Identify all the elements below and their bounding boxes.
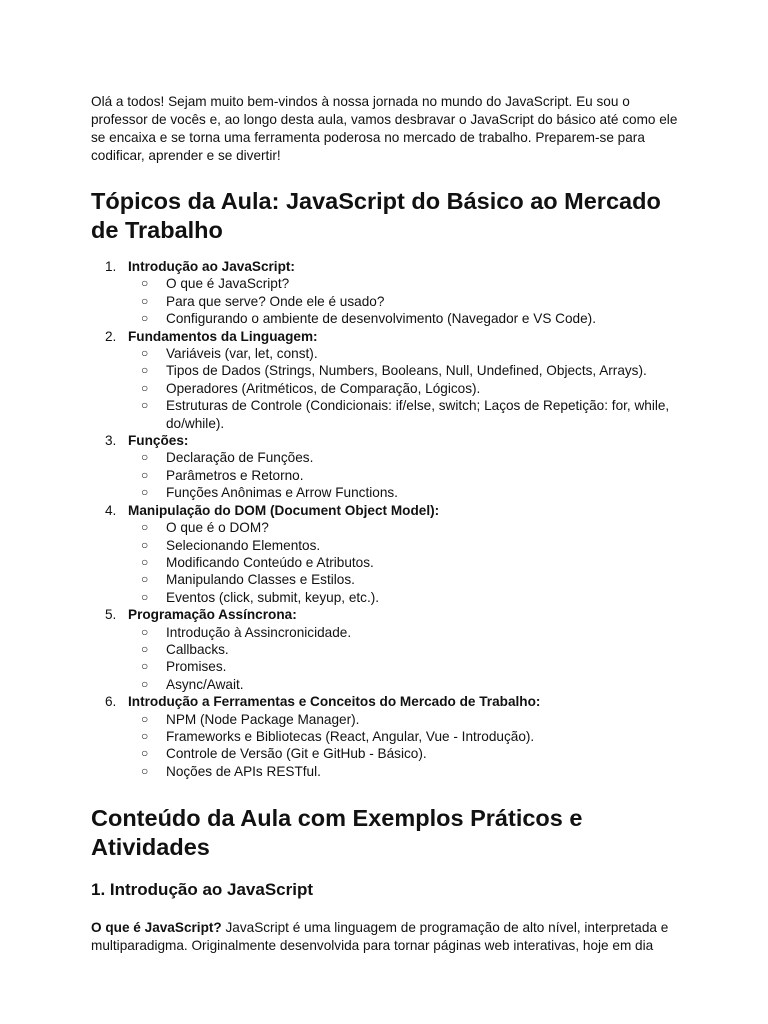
subtopic-item bbox=[128, 519, 688, 536]
subtopic-item bbox=[128, 484, 688, 501]
hollow-circle-bullet-icon: ○ bbox=[141, 728, 149, 743]
subtopic-item bbox=[128, 571, 688, 588]
hollow-circle-bullet-icon: ○ bbox=[141, 276, 149, 291]
subtopic-text: NPM (Node Package Manager). bbox=[166, 711, 360, 727]
hollow-circle-bullet-icon: ○ bbox=[141, 293, 149, 308]
topic-title: Programação Assíncrona: bbox=[128, 607, 297, 623]
subtopic-item bbox=[128, 449, 688, 466]
hollow-circle-bullet-icon: ○ bbox=[141, 554, 149, 569]
intro-paragraph: Olá a todos! Sejam muito bem-vindos à nossa jornada no mundo do JavaScript. Eu sou o professor de vocês e, ao longo desta aula, vamos desbravar o JavaScript do básico até como ele se encaixa e se torna uma ferramenta poderosa no mercado de trabalho. Preparem-se para codificar, aprender e se divertir! bbox=[91, 94, 678, 163]
subtopic-list bbox=[128, 275, 688, 327]
topic-number: 3. bbox=[105, 433, 117, 449]
topic-item bbox=[91, 502, 688, 606]
topic-number: 1. bbox=[105, 259, 117, 274]
topic-title: Funções: bbox=[128, 433, 189, 449]
subtopic-item bbox=[128, 763, 688, 780]
subtopic-text: Funções Anônimas e Arrow Functions. bbox=[166, 485, 398, 501]
hollow-circle-bullet-icon: ○ bbox=[141, 520, 149, 535]
hollow-circle-bullet-icon: ○ bbox=[141, 363, 149, 378]
subtopic-text: Declaração de Funções. bbox=[166, 450, 314, 466]
subtopic-text: Callbacks. bbox=[166, 641, 229, 657]
topic-title: Manipulação do DOM (Document Object Model): bbox=[128, 502, 440, 518]
subtopic-text: Promises. bbox=[166, 659, 227, 675]
subtopic-item bbox=[128, 589, 688, 606]
subtopic-item bbox=[128, 728, 688, 745]
subtopic-list bbox=[128, 345, 688, 432]
section1-paragraph bbox=[91, 919, 688, 955]
topic-item bbox=[91, 258, 688, 328]
subtopic-text: Para que serve? Onde ele é usado? bbox=[166, 293, 385, 309]
subtopic-item bbox=[128, 641, 688, 658]
topics-heading: Tópicos da Aula: JavaScript do Básico ao Mercado de Trabalho bbox=[91, 188, 661, 243]
hollow-circle-bullet-icon: ○ bbox=[141, 676, 149, 691]
topic-item bbox=[91, 432, 688, 502]
topic-item bbox=[91, 693, 688, 780]
subtopic-item bbox=[128, 310, 688, 327]
subtopic-text: Eventos (click, submit, keyup, etc.). bbox=[166, 589, 380, 605]
topic-title: Introdução ao JavaScript: bbox=[128, 259, 295, 274]
subtopic-item bbox=[128, 624, 688, 641]
topic-number: 4. bbox=[105, 502, 117, 518]
hollow-circle-bullet-icon: ○ bbox=[141, 711, 149, 726]
subtopic-item bbox=[128, 275, 688, 292]
subtopic-text: O que é JavaScript? bbox=[166, 276, 290, 292]
topic-item bbox=[91, 606, 688, 693]
subtopic-list bbox=[128, 519, 688, 606]
subtopic-item bbox=[128, 658, 688, 675]
subtopic-item bbox=[128, 467, 688, 484]
subtopic-text: Async/Await. bbox=[166, 676, 244, 692]
hollow-circle-bullet-icon: ○ bbox=[141, 641, 149, 656]
section1-paragraph-bold: O que é JavaScript? bbox=[91, 920, 222, 936]
hollow-circle-bullet-icon: ○ bbox=[141, 624, 149, 639]
subtopic-item bbox=[128, 711, 688, 728]
subtopic-text: Operadores (Aritméticos, de Comparação, Lógicos). bbox=[166, 380, 481, 396]
subtopic-item bbox=[128, 362, 688, 379]
subtopic-item bbox=[128, 397, 688, 432]
subtopic-text: Noções de APIs RESTful. bbox=[166, 763, 321, 779]
subtopic-text: O que é o DOM? bbox=[166, 520, 269, 536]
subtopic-list bbox=[128, 449, 688, 501]
hollow-circle-bullet-icon: ○ bbox=[141, 589, 149, 604]
hollow-circle-bullet-icon: ○ bbox=[141, 572, 149, 587]
subtopic-text: Parâmetros e Retorno. bbox=[166, 467, 304, 483]
subtopic-text: Frameworks e Bibliotecas (React, Angular, Vue - Introdução). bbox=[166, 728, 535, 744]
subtopic-item bbox=[128, 676, 688, 693]
topic-title: Introdução a Ferramentas e Conceitos do Mercado de Trabalho: bbox=[128, 694, 541, 710]
subtopic-item bbox=[128, 537, 688, 554]
topic-number: 5. bbox=[105, 607, 117, 623]
subtopic-item bbox=[128, 293, 688, 310]
subtopic-text: Estruturas de Controle (Condicionais: if/else, switch; Laços de Repetição: for, while, do/while). bbox=[166, 398, 670, 431]
subtopic-list bbox=[128, 711, 688, 781]
hollow-circle-bullet-icon: ○ bbox=[141, 467, 149, 482]
subtopic-text: Modificando Conteúdo e Atributos. bbox=[166, 554, 374, 570]
hollow-circle-bullet-icon: ○ bbox=[141, 746, 149, 761]
topic-item bbox=[91, 328, 688, 432]
hollow-circle-bullet-icon: ○ bbox=[141, 450, 149, 465]
hollow-circle-bullet-icon: ○ bbox=[141, 346, 149, 361]
subtopic-text: Manipulando Classes e Estilos. bbox=[166, 572, 355, 588]
topic-title: Fundamentos da Linguagem: bbox=[128, 328, 318, 344]
subtopic-text: Selecionando Elementos. bbox=[166, 537, 321, 553]
content-heading: Conteúdo da Aula com Exemplos Práticos e Atividades bbox=[91, 805, 583, 861]
subtopic-text: Tipos de Dados (Strings, Numbers, Booleans, Null, Undefined, Objects, Arrays). bbox=[166, 363, 647, 379]
hollow-circle-bullet-icon: ○ bbox=[141, 311, 149, 326]
hollow-circle-bullet-icon: ○ bbox=[141, 485, 149, 500]
subtopic-text: Controle de Versão (Git e GitHub - Básico). bbox=[166, 746, 427, 762]
subtopic-item bbox=[128, 345, 688, 362]
section1-paragraph-text: JavaScript é uma linguagem de programação de alto nível, interpretada e multiparadigma. Originalmente desenvolvida para tornar páginas web interativas, hoje em dia bbox=[91, 920, 669, 954]
subtopic-text: Configurando o ambiente de desenvolvimento (Navegador e VS Code). bbox=[166, 311, 596, 327]
subtopic-text: Variáveis (var, let, const). bbox=[166, 346, 318, 362]
hollow-circle-bullet-icon: ○ bbox=[141, 537, 149, 552]
subtopic-item bbox=[128, 745, 688, 762]
hollow-circle-bullet-icon: ○ bbox=[141, 659, 149, 674]
section1-heading: 1. Introdução ao JavaScript bbox=[91, 880, 314, 900]
topics-list bbox=[91, 258, 688, 780]
hollow-circle-bullet-icon: ○ bbox=[141, 398, 149, 413]
subtopic-item bbox=[128, 380, 688, 397]
subtopic-text: Introdução à Assincronicidade. bbox=[166, 624, 352, 640]
topic-number: 2. bbox=[105, 328, 117, 344]
subtopic-list bbox=[128, 624, 688, 694]
subtopic-item bbox=[128, 554, 688, 571]
hollow-circle-bullet-icon: ○ bbox=[141, 380, 149, 395]
hollow-circle-bullet-icon: ○ bbox=[141, 763, 149, 778]
topic-number: 6. bbox=[105, 694, 117, 710]
